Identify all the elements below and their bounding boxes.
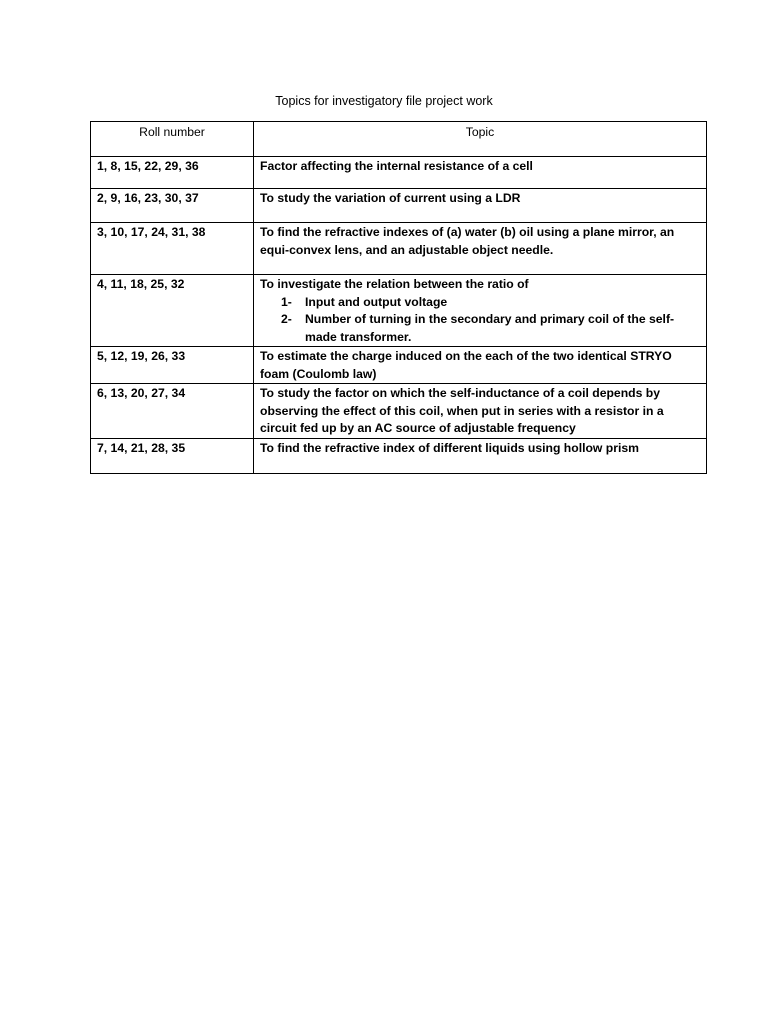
sub-item-text: Number of turning in the secondary and primary coil of the self-made transformer.	[305, 312, 675, 344]
roll-number-cell: 5, 12, 19, 26, 33	[91, 347, 254, 384]
table-row	[91, 223, 707, 275]
topic-sub-item	[260, 294, 700, 312]
roll-number-cell: 1, 8, 15, 22, 29, 36	[91, 157, 254, 189]
header-topic: Topic	[254, 122, 707, 157]
table-row	[91, 438, 707, 473]
topic-cell: To estimate the charge induced on the each of the two identical STRYO foam (Coulomb law)	[254, 347, 707, 384]
topic-sub-item	[260, 311, 700, 346]
topic-cell	[254, 275, 707, 347]
table-row	[91, 384, 707, 439]
sub-item-text: Input and output voltage	[305, 294, 448, 309]
topic-cell: To study the factor on which the self-inductance of a coil depends by observing the effect of this coil, when put in series with a resistor in a circuit fed up by an AC source of adjustable frequency	[254, 384, 707, 439]
table-row	[91, 347, 707, 384]
document-title: Topics for investigatory file project work	[275, 94, 493, 108]
topics-table	[90, 121, 707, 474]
table-row	[91, 275, 707, 347]
roll-number-cell: 2, 9, 16, 23, 30, 37	[91, 189, 254, 223]
topic-cell: To find the refractive index of different liquids using hollow prism	[254, 438, 707, 473]
topic-cell: To study the variation of current using a LDR	[254, 189, 707, 223]
sub-item-number: 2-	[281, 312, 292, 326]
topic-cell: To find the refractive indexes of (a) water (b) oil using a plane mirror, an equi-convex lens, and an adjustable object needle.	[254, 223, 707, 275]
header-roll-number: Roll number	[91, 122, 254, 157]
topic-intro: To investigate the relation between the ratio of	[260, 277, 529, 291]
sub-item-number: 1-	[281, 294, 292, 309]
topic-sub-list	[260, 294, 700, 347]
topic-cell: Factor affecting the internal resistance of a cell	[254, 157, 707, 189]
table-row	[91, 157, 707, 189]
roll-number-cell: 3, 10, 17, 24, 31, 38	[91, 223, 254, 275]
roll-number-cell: 7, 14, 21, 28, 35	[91, 438, 254, 473]
roll-number-cell: 6, 13, 20, 27, 34	[91, 384, 254, 439]
table-header-row	[91, 122, 707, 157]
table-row	[91, 189, 707, 223]
roll-number-cell: 4, 11, 18, 25, 32	[91, 275, 254, 347]
